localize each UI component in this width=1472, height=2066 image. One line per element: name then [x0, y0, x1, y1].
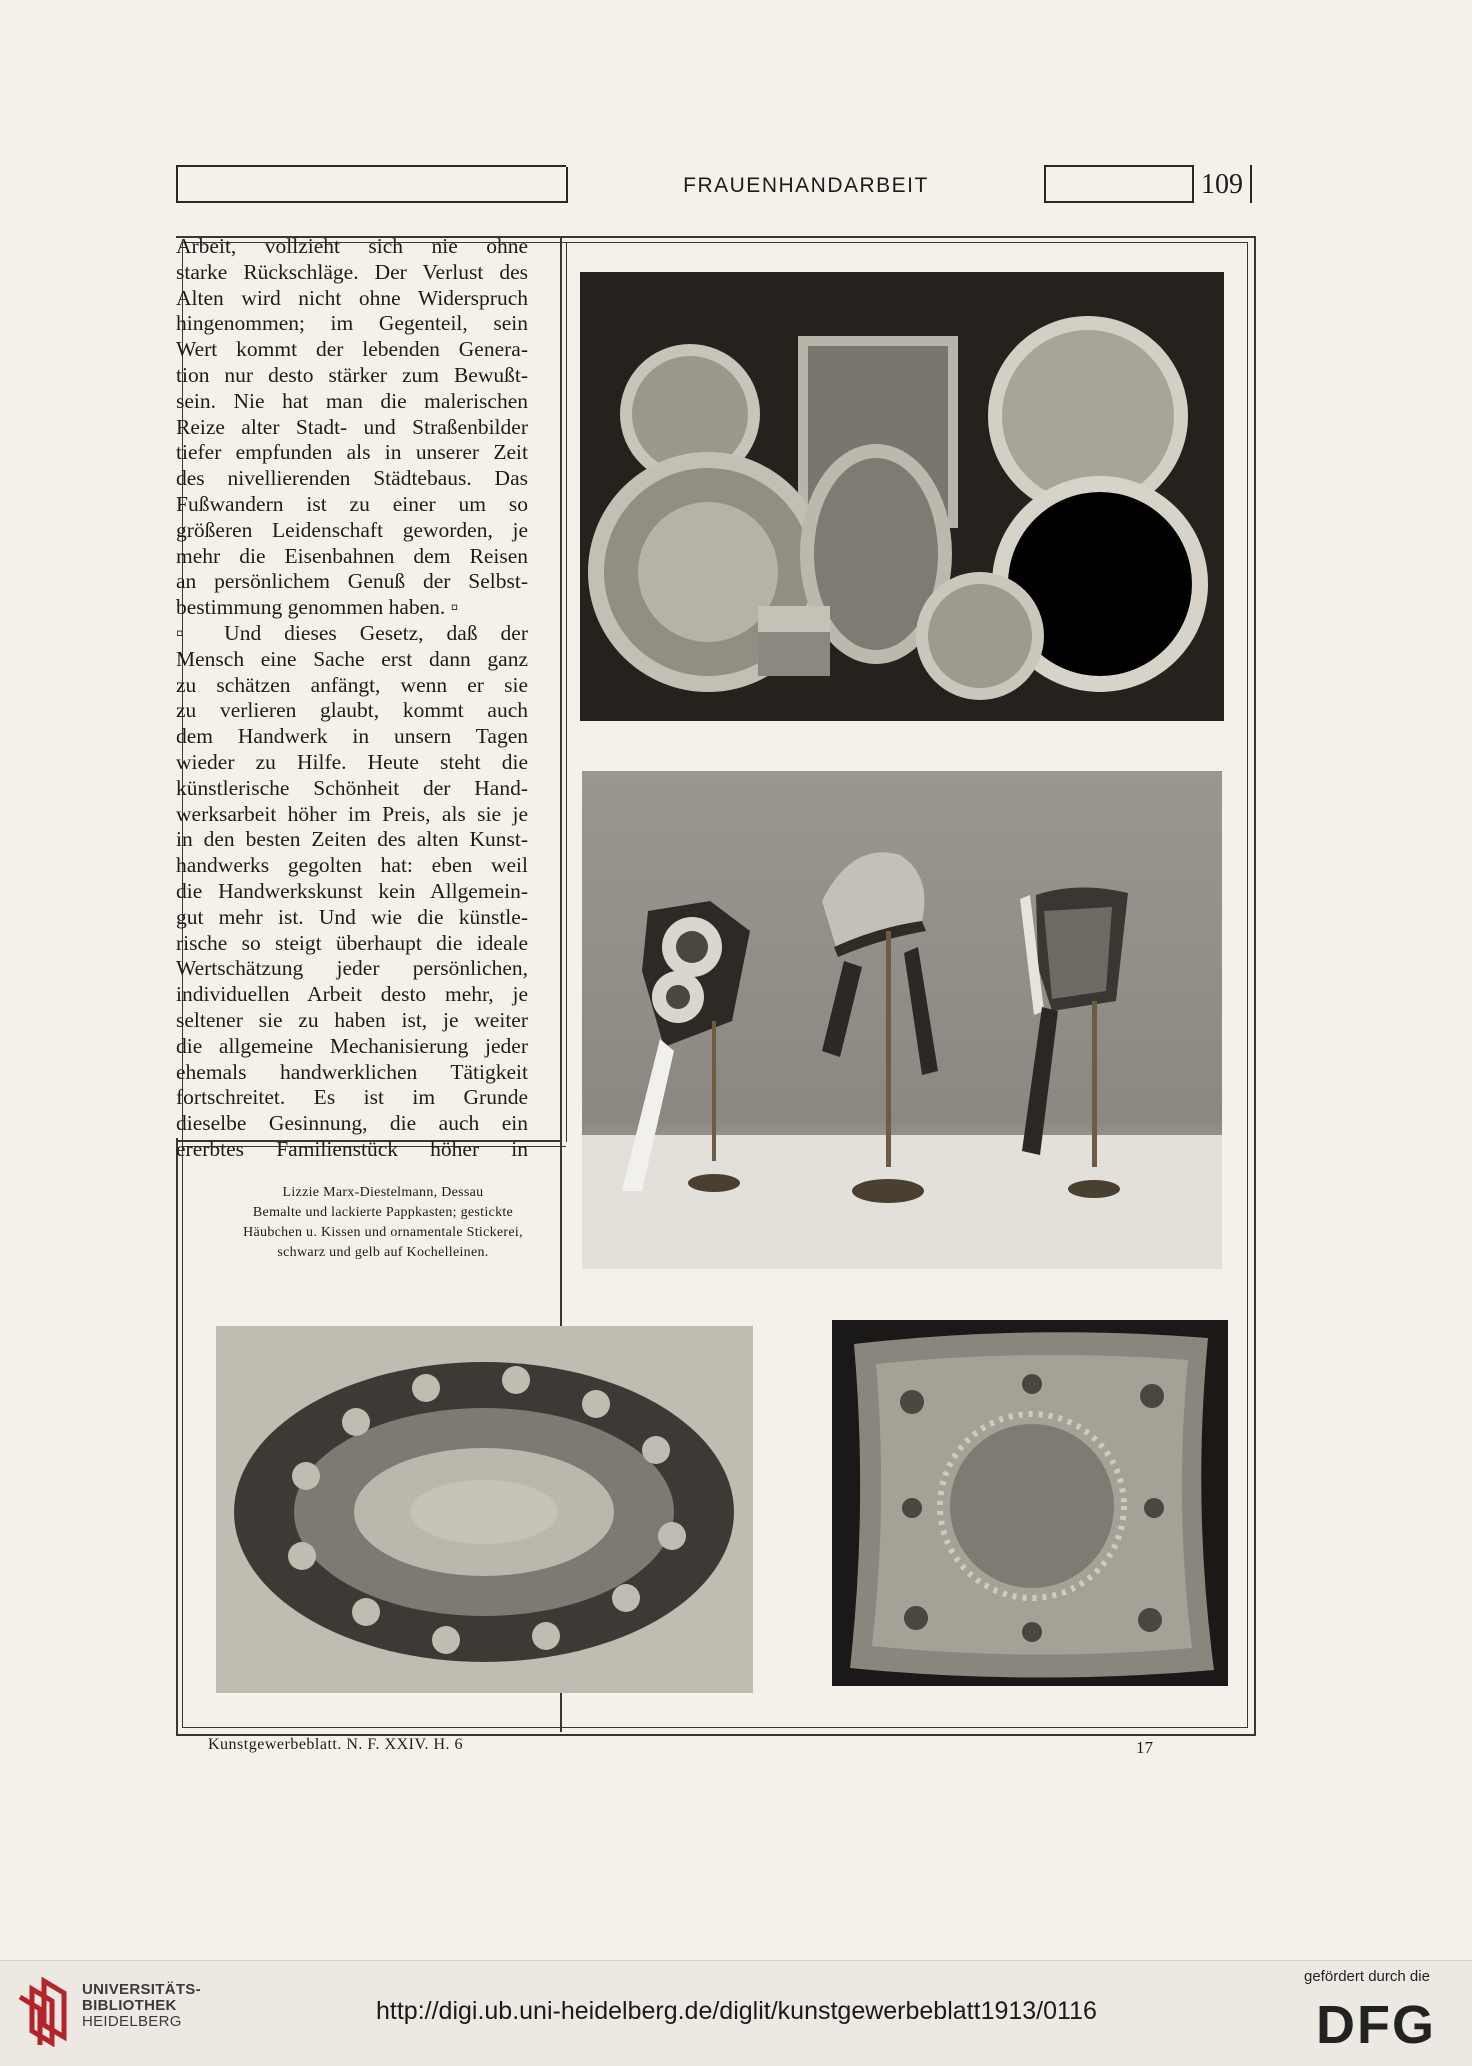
funded-by-label: gefördert durch die [1304, 1968, 1430, 1985]
text-line: Mensch eine Sache erst dann ganz [176, 646, 528, 671]
photo-painted-boxes [580, 272, 1224, 721]
text-line: tiefer empfunden als in unserer Zeit [176, 440, 528, 465]
photo-embroidered-cushion [832, 1320, 1228, 1686]
university-library-logo-icon[interactable] [14, 1975, 70, 2047]
text-line: dieselbe Gesinnung, die auch ein [176, 1111, 528, 1136]
text-line: in den besten Zeiten des alten Kunst- [176, 827, 528, 852]
dfg-logo[interactable]: DFG [1316, 1995, 1436, 2055]
text-line: Fußwandern ist zu einer um so [176, 491, 528, 516]
text-line: Alten wird nicht ohne Widerspruch [176, 285, 528, 310]
text-line: Arbeit, vollzieht sich nie ohne [176, 234, 528, 258]
body-text-column [176, 234, 528, 1163]
text-line: rische so steigt überhaupt die ideale [176, 930, 528, 955]
text-line: bestimmung genommen haben. ▫ [176, 595, 459, 620]
running-head [176, 165, 1254, 207]
text-line: seltener sie zu haben ist, je weiter [176, 1007, 528, 1032]
text-line: gut mehr ist. Und wie die künstle- [176, 904, 528, 929]
page-number: 109 [1192, 165, 1252, 203]
text-line: Wertschätzung jeder persönlichen, [176, 956, 528, 981]
journal-footer: Kunstgewerbeblatt. N. F. XXIV. H. 6 [208, 1736, 464, 1753]
photo-embroidered-bonnets [582, 771, 1222, 1269]
text-line: ererbtes Familienstück höher in [176, 1136, 528, 1161]
text-line: des nivellierenden Städtebaus. Das [176, 466, 528, 491]
caption-line: schwarz und gelb auf Kochelleinen. [277, 1245, 489, 1260]
text-line: sein. Nie hat man die malerischen [176, 388, 528, 413]
text-line: die allgemeine Mechanisierung jeder [176, 1033, 528, 1058]
text-line: zu schätzen anfängt, wenn er sie [176, 672, 528, 697]
text-line: größeren Leidenschaft geworden, je [176, 517, 528, 542]
text-line: die Handwerkskunst kein Allgemein- [176, 878, 528, 903]
permalink-url[interactable]: http://digi.ub.uni-heidelberg.de/diglit/kunstgewerbeblatt1913/0116 [376, 1997, 1097, 2025]
caption-line: Häubchen u. Kissen und ornamentale Stickerei, [243, 1225, 523, 1240]
text-line: ehemals handwerklichen Tätigkeit [176, 1059, 528, 1084]
text-line: an persönlichem Genuß der Selbst- [176, 569, 528, 594]
text-line: fortschreitet. Es ist im Grunde [176, 1085, 528, 1110]
text-line: individuellen Arbeit desto mehr, je [176, 982, 528, 1007]
text-line: künstlerische Schönheit der Hand- [176, 775, 528, 800]
text-line: handwerks gegolten hat: eben weil [176, 853, 528, 878]
library-name[interactable]: UNIVERSITÄTS- BIBLIOTHEK HEIDELBERG [82, 1981, 201, 2030]
text-line: mehr die Eisenbahnen dem Reisen [176, 543, 528, 568]
caption-line: Bemalte und lackierte Pappkasten; gestickte [252, 1205, 514, 1220]
text-line: tion nur desto stärker zum Bewußt- [176, 362, 528, 387]
photo-ornamental-embroidery [216, 1326, 753, 1693]
text-line: Wert kommt der lebenden Genera- [176, 337, 528, 362]
figure-caption [208, 1183, 558, 1263]
sheet-number: 17 [1136, 1738, 1153, 1757]
text-line: dem Handwerk in unsern Tagen [176, 724, 528, 749]
text-line: starke Rückschläge. Der Verlust des [176, 259, 528, 284]
text-line: wieder zu Hilfe. Heute steht die [176, 749, 528, 774]
text-line: Reize alter Stadt- und Straßenbilder [176, 414, 528, 439]
section-title: FRAUENHANDARBEIT [566, 167, 1046, 203]
text-line: ▫ Und dieses Gesetz, daß der [176, 620, 528, 645]
caption-artist: Lizzie Marx-Diestelmann, Dessau [282, 1185, 484, 1200]
text-line: hingenommen; im Gegenteil, sein [176, 311, 528, 336]
text-line: zu verlieren glaubt, kommt auch [176, 698, 528, 723]
text-line: werksarbeit höher im Preis, als sie je [176, 801, 528, 826]
